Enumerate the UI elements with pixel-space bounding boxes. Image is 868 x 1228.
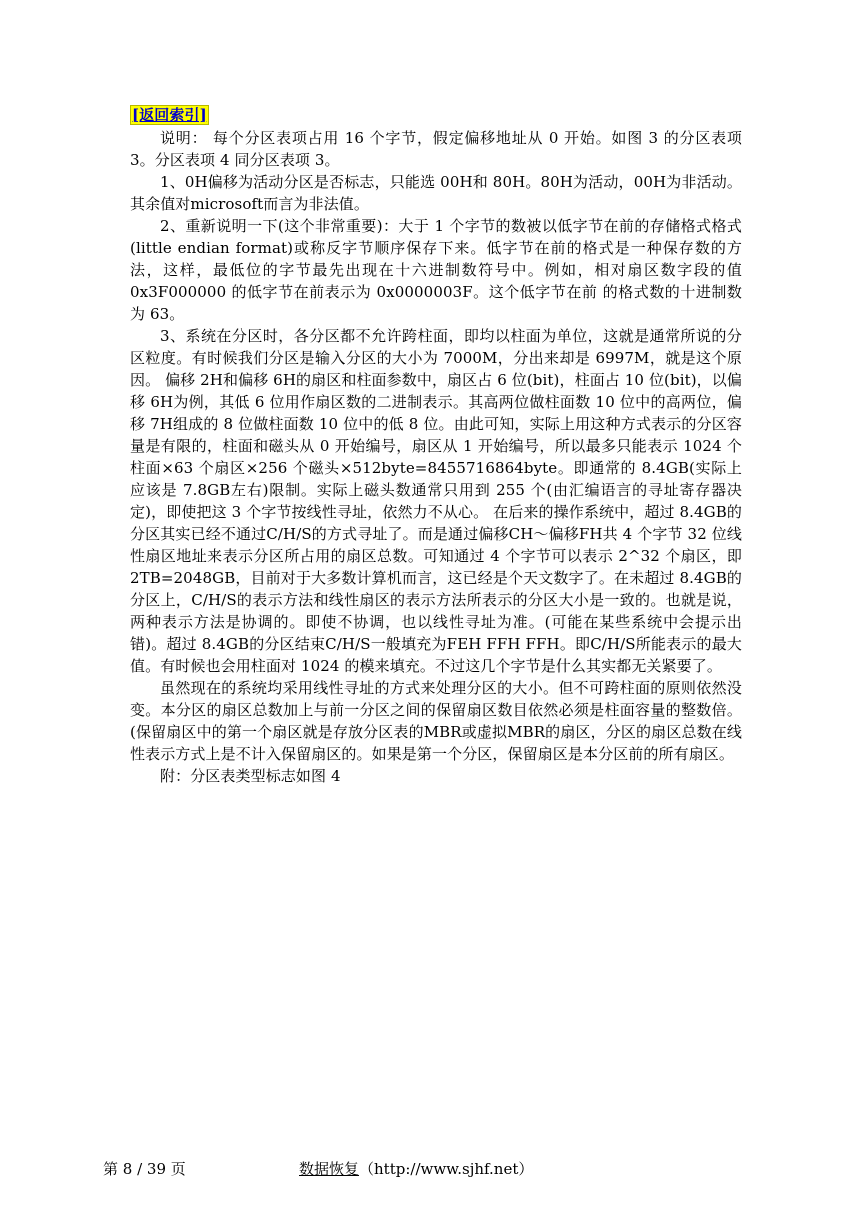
paragraph-description: 说明： 每个分区表项占用 16 个字节，假定偏移地址从 0 开始。如图 3 的分区表项 3。分区表项 4 同分区表项 3。 <box>130 129 742 169</box>
site-name-link[interactable]: 数据恢复 <box>299 1160 360 1178</box>
paragraph-active-flag: 1、0H偏移为活动分区是否标志，只能选 00H和 80H。80H为活动，00H为非活动。其余值对microsoft而言为非法值。 <box>130 173 742 213</box>
site-credit <box>299 1158 533 1180</box>
paragraph-little-endian: 2、重新说明一下(这个非常重要)：大于 1 个字节的数被以低字节在前的存储格式格式(little endian format)或称反字节顺序保存下来。低字节在前的格式是一种保存数的方法，这样，最低位的字节最先出现在十六进制数符号中。例如，相对扇区数字段的值 0x3F000000 的低字节在前表示为 0x0000003F。这个低字节在前 的格式数的十进制数为 63。 <box>130 217 742 323</box>
paragraph-linear-addressing: 虽然现在的系统均采用线性寻址的方式来处理分区的大小。但不可跨柱面的原则依然没变。本分区的扇区总数加上与前一分区之间的保留扇区数目依然必须是柱面容量的整数倍。(保留扇区中的第一个扇区就是存放分区表的MBR或虚拟MBR的扇区，分区的扇区总数在线性表示方式上是不计入保留扇区的。如果是第一个分区，保留扇区是本分区前的所有扇区。 <box>130 679 742 763</box>
page-number: 第 8 / 39 页 <box>103 1160 186 1178</box>
paragraph-appendix-note: 附：分区表类型标志如图 4 <box>160 767 341 785</box>
document-body <box>130 104 742 787</box>
site-url: （http://www.sjhf.net） <box>359 1160 534 1178</box>
back-to-index-link[interactable]: [返回索引] <box>132 106 207 124</box>
paragraph-cylinder-boundary: 3、系统在分区时，各分区都不允许跨柱面，即均以柱面为单位，这就是通常所说的分区粒度。有时候我们分区是输入分区的大小为 7000M，分出来却是 6997M，就是这个原因。 偏移 2H和偏移 6H的扇区和柱面参数中，扇区占 6 位(bit)，柱面占 10 位(bit)，以偏移 6H为例，其低 6 位用作扇区数的二进制表示。其高两位做柱面数 10 位中的高两位，偏移 7H组成的 8 位做柱面数 10 位中的低 8 位。由此可知，实际上用这种方式表示的分区容量是有限的，柱面和磁头从 0 开始编号，扇区从 1 开始编号，所以最多只能表示 1024 个柱面×63 个扇区×256 个磁头×512byte=8455716864byte。即通常的 8.4GB(实际上应该是 7.8GB左右)限制。实际上磁头数通常只用到 255 个(由汇编语言的寻址寄存器决定)，即使把这 3 个字节按线性寻址，依然力不从心。 在后来的操作系统中，超过 8.4GB的分区其实已经不通过C/H/S的方式寻址了。而是通过偏移CH～偏移FH共 4 个字节 32 位线性扇区地址来表示分区所占用的扇区总数。可知通过 4 个字节可以表示 2^32 个扇区，即 2TB=2048GB，目前对于大多数计算机而言，这已经是个天文数字了。在未超过 8.4GB的分区上，C/H/S的表示方法和线性扇区的表示方法所表示的分区大小是一致的。也就是说，两种表示方法是协调的。即使不协调，也以线性寻址为准。(可能在某些系统中会提示出错)。超过 8.4GB的分区结束C/H/S一般填充为FEH FFH FFH。即C/H/S所能表示的最大值。有时候也会用柱面对 1024 的模来填充。不过这几个字节是什么其实都无关紧要了。 <box>130 327 742 675</box>
